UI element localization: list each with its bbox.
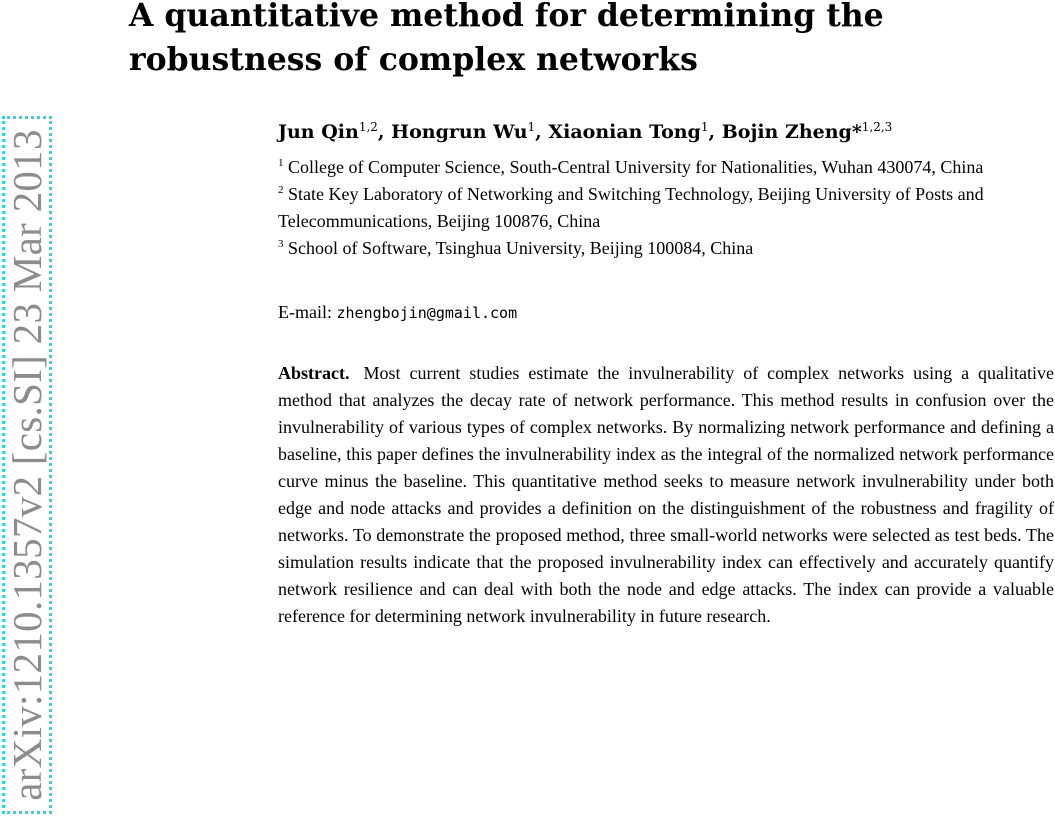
affiliation-2: $^2$ State Key Laboratory of Networking and Switching Technology, Beijing University of Posts and Telecommunications, Beijing 100876, China [278, 184, 984, 231]
abstract-label: Abstract. [278, 363, 350, 383]
affiliations [278, 154, 1050, 262]
author-affil-marker: 1,2 [358, 120, 378, 134]
abstract-text: Most current studies estimate the invulnerability of complex networks using a qualitative method that analyzes the decay rate of network performance. This method results in confusion over the invulnerability of various types of complex networks. By normalizing network performance and defining a baseline, this paper defines the invulnerability index as the integral of the normalized network performance curve minus the baseline. This quantitative method seeks to measure network invulnerability under both edge and node attacks and provides a definition on the distinguishment of the robustness and fragility of networks. To demonstrate the proposed method, three small-world networks were selected as test beds. The simulation results indicate that the proposed invulnerability index can effectively and accurately quantify network resilience and can deal with both the node and edge attacks. The index can provide a valuable reference for determining network invulnerability in future research. [278, 363, 1054, 626]
arxiv-identifier: arXiv:1210.1357v2 [cs.SI] 23 Mar 2013 [4, 129, 50, 801]
contact-email [278, 299, 517, 327]
abstract [278, 360, 1054, 630]
affiliation-1: $^1$ College of Computer Science, South-Central University for Nationalities, Wuhan 430074, China [278, 157, 984, 177]
author: Hongrun Wu$^1$, [391, 120, 549, 143]
email-address[interactable]: zhengbojin@gmail.com [336, 304, 518, 322]
author: Jun Qin$^{1,2}$, [278, 120, 392, 143]
author-list [278, 118, 892, 146]
author-affil-marker: 1,2,3 [861, 120, 893, 134]
author: Xiaonian Tong$^1$, [548, 120, 722, 143]
affiliation-3: $^3$ School of Software, Tsinghua University, Beijing 100084, China [278, 238, 754, 258]
author-affil-marker: 1 [527, 120, 536, 134]
author-affil-marker: 1 [700, 120, 709, 134]
paper-title: A quantitative method for determining the robustness of complex networks [129, 0, 884, 78]
email-label: E-mail: [278, 302, 332, 322]
author: Bojin Zheng*$^{1,2,3}$ [721, 120, 893, 143]
